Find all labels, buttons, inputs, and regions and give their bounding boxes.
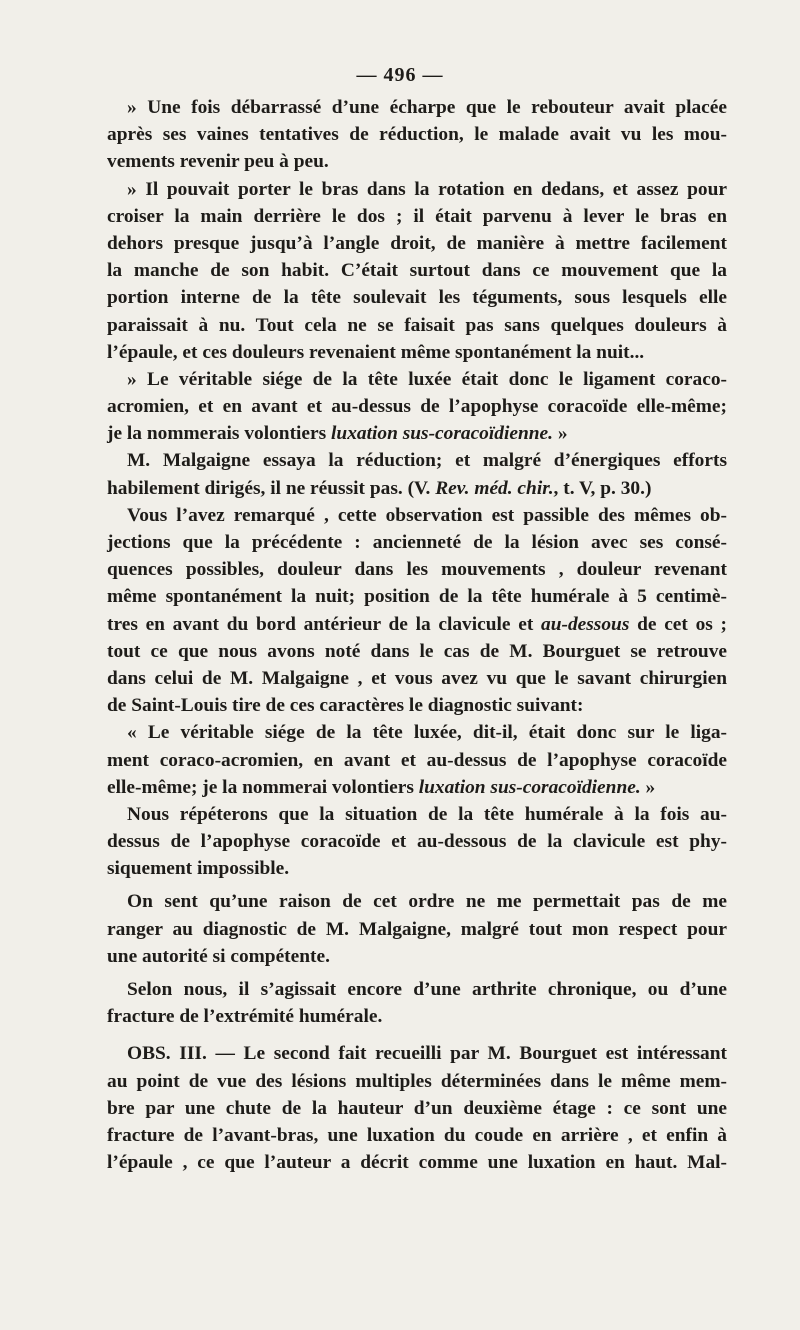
italic-term: luxation sus-coracoïdienne.	[331, 423, 553, 445]
page-number: — 496 —	[356, 64, 444, 86]
text-run: »	[552, 423, 568, 445]
text-line: fracture de l’avant-bras, une luxation du coude en arrière , et enfin à	[107, 1124, 727, 1146]
text-line: fracture de l’extrémité humérale.	[107, 1006, 383, 1028]
text-line-with-italic	[107, 774, 727, 801]
text-line: dessus de l’apophyse coracoïde et au-dessous de la clavicule est phy-	[107, 831, 727, 853]
text-line: » Il pouvait porter le bras dans la rotation en dedans, et assez pour	[127, 178, 727, 200]
text-line: l’épaule, et ces douleurs revenaient même spontanément la nuit...	[107, 341, 645, 363]
text-line: acromien, et en avant et au-dessus de l’apophyse coracoïde elle-même;	[107, 396, 727, 418]
text-line: jections que la précédente : ancienneté de la lésion avec ses consé-	[107, 532, 727, 553]
journal-citation: Rev. méd. chir.	[435, 477, 554, 499]
text-line: Nous répéterons que la situation de la tête humérale à la fois au-	[127, 803, 727, 825]
text-line: M. Malgaigne essaya la réduction; et malgré d’énergiques efforts	[127, 450, 727, 472]
text-run: habilement dirigés, il ne réussit pas. (V.	[107, 477, 436, 499]
text-line: dehors presque jusqu’à l’angle droit, de manière à mettre facilement	[107, 232, 727, 254]
text-line: portion interne de la tête soulevait les téguments, sous lesquels elle	[107, 287, 727, 309]
text-line: même spontanément la nuit; position de la tête humérale à 5 centimè-	[107, 586, 727, 608]
text-line: ranger au diagnostic de M. Malgaigne, malgré tout mon respect pour	[107, 918, 727, 940]
text-run: elle-même; je la nommerai volontiers	[107, 776, 419, 798]
text-line: quences possibles, douleur dans les mouvements , douleur revenant	[107, 559, 727, 581]
text-line: tout ce que nous avons noté dans le cas de M. Bourguet se retrouve	[107, 640, 727, 662]
text-run: je la nommerais volontiers	[107, 423, 332, 445]
text-line: l’épaule , ce que l’auteur a décrit comme une luxation en haut. Mal-	[107, 1152, 727, 1174]
text-run: , t. V, p. 30.)	[553, 477, 652, 499]
text-line-with-italic	[107, 420, 727, 447]
italic-term: luxation sus-coracoïdienne.	[418, 776, 641, 798]
text-run: »	[640, 776, 656, 798]
text-line: bre par une chute de la hauteur d’un deuxième étage : ce sont une	[107, 1097, 727, 1119]
text-line: la manche de son habit. C’était surtout dans ce mouvement que la	[107, 260, 727, 282]
text-line: « Le véritable siége de la tête luxée, dit-il, était donc sur le liga-	[127, 722, 727, 744]
text-line: » Une fois débarrassé d’une écharpe que le rebouteur avait placée	[127, 97, 727, 118]
text-line: Selon nous, il s’agissait encore d’une arthrite chronique, ou d’une	[127, 979, 727, 1000]
text-line: de Saint-Louis tire de ces caractères le diagnostic suivant:	[107, 695, 584, 717]
text-line: ment coraco-acromien, en avant et au-dessus de l’apophyse coracoïde	[107, 749, 727, 771]
body-text	[107, 94, 727, 1176]
text-line: Vous l’avez remarqué , cette observation est passible des mêmes ob-	[127, 504, 727, 526]
text-line: » Le véritable siége de la tête luxée était donc le ligament coraco-	[127, 368, 727, 390]
text-line: au point de vue des lésions multiples déterminées dans le même mem-	[107, 1070, 727, 1092]
text-line-with-italic	[107, 611, 727, 638]
observation-heading-line: OBS. III. — Le second fait recueilli par M. Bourguet est intéressant	[127, 1043, 727, 1065]
text-line: dans celui de M. Malgaigne , et vous avez vu que le savant chirurgien	[107, 667, 727, 689]
text-line: une autorité si compétente.	[107, 945, 330, 967]
text-line: croiser la main derrière le dos ; il était parvenu à lever le bras en	[107, 205, 727, 227]
text-line: après ses vaines tentatives de réduction, le malade avait vu les mou-	[107, 124, 727, 146]
text-run: de cet os ;	[629, 613, 727, 635]
text-line: paraissait à nu. Tout cela ne se faisait pas sans quelques douleurs à	[107, 314, 727, 336]
text-line: siquement impossible.	[107, 858, 290, 880]
text-line: vements revenir peu à peu.	[107, 151, 329, 173]
text-line: On sent qu’une raison de cet ordre ne me permettait pas de me	[127, 891, 727, 913]
text-line-with-citation	[107, 475, 727, 502]
italic-term: au-dessous	[541, 613, 630, 635]
text-run: tres en avant du bord antérieur de la clavicule et	[107, 613, 542, 635]
